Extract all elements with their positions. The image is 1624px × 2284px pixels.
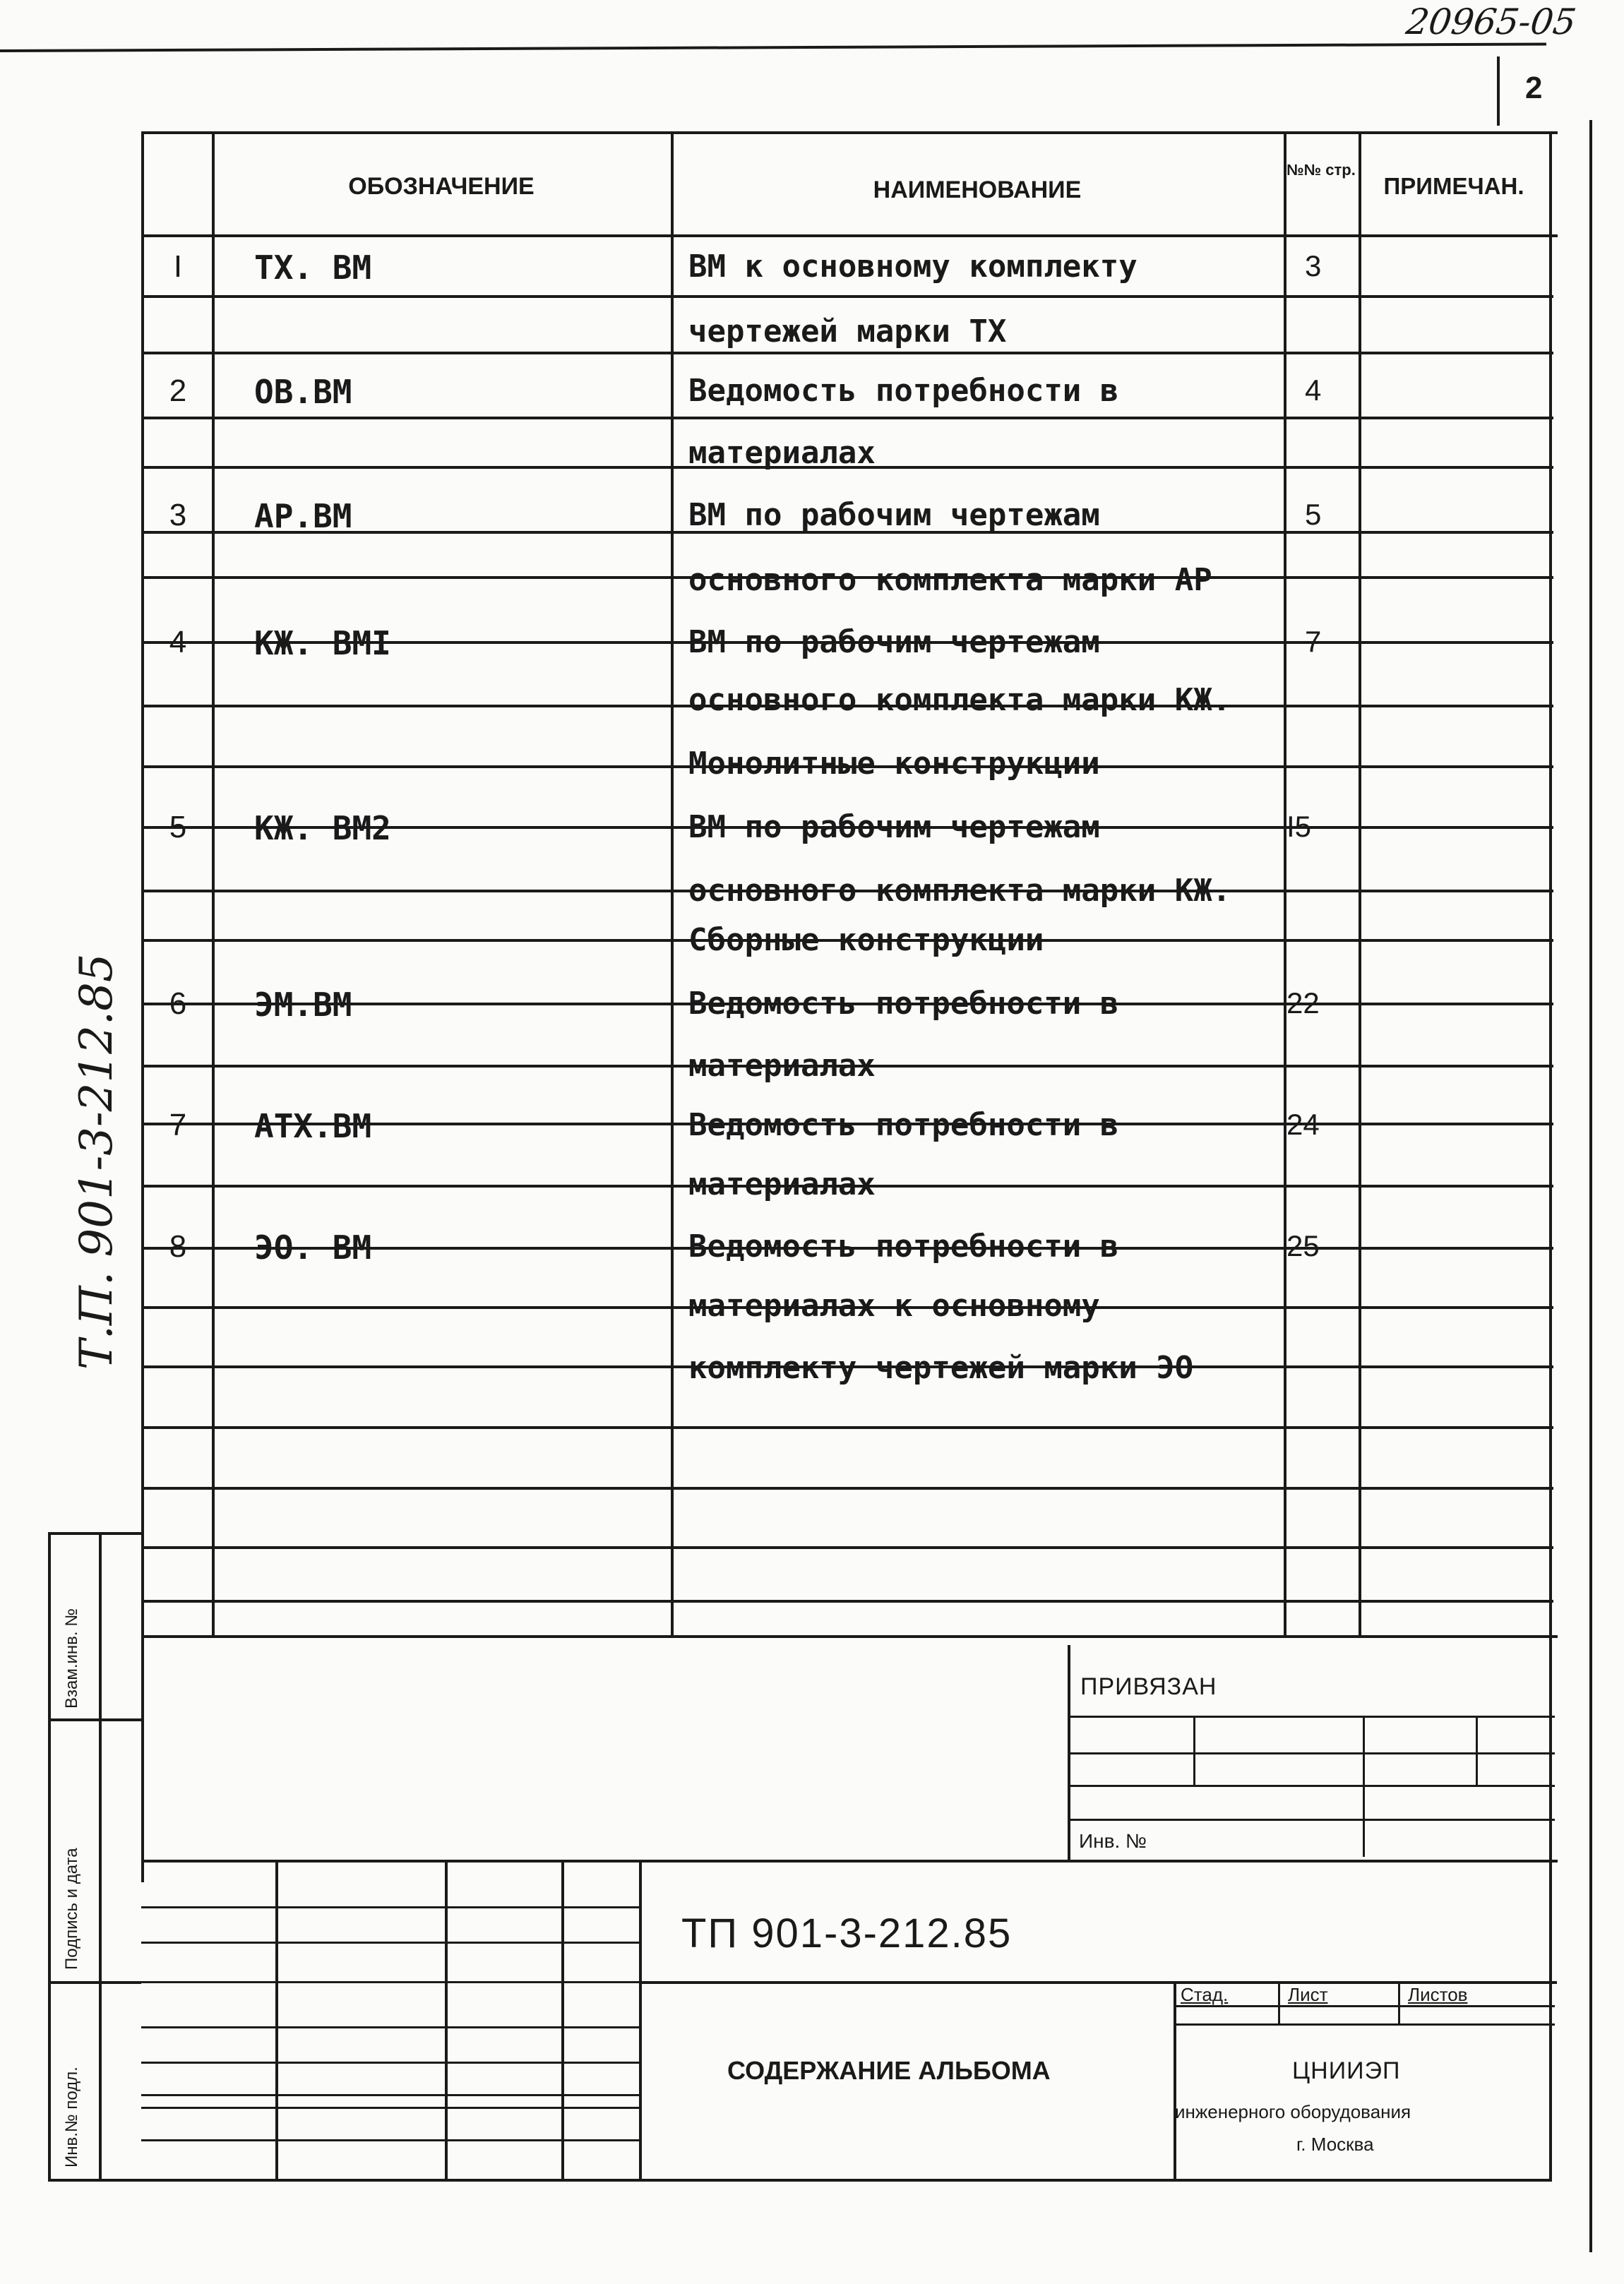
entry-page: 4: [1305, 373, 1322, 407]
privyazan-line-3: [1068, 1785, 1555, 1787]
list-label: Лист: [1288, 1984, 1328, 2005]
entry-name-line: основного комплекта марки КЖ.: [688, 873, 1231, 909]
entry-number: 8: [169, 1229, 187, 1264]
entry-name-line: материалах: [688, 1048, 876, 1084]
entry-number: 6: [169, 986, 187, 1021]
entry-name-line: основного комплекта марки АР: [688, 562, 1212, 598]
sheet-box-left: [1497, 56, 1500, 126]
side-strip-top: [48, 1532, 141, 1535]
entry-designation: КЖ. ВМ2: [254, 809, 391, 847]
entry-name-line: материалах к основному: [688, 1288, 1100, 1324]
privyazan-col-3: [1476, 1716, 1478, 1786]
signature-row-line: [141, 2139, 639, 2141]
entry-name-line: Монолитные конструкции: [688, 746, 1100, 782]
side-label-podpis: Подпись и дата: [62, 1848, 81, 1970]
project-code: ТП 901-3-212.85: [681, 1911, 1013, 1956]
signature-row-line: [141, 1942, 639, 1944]
row-line: [141, 417, 1553, 419]
entry-name-line: Ведомость потребности в: [688, 1228, 1119, 1264]
col-line-2: [671, 131, 674, 1635]
privyazan-line-2: [1068, 1752, 1555, 1754]
entry-page: 22: [1286, 986, 1320, 1020]
listov-label: Листов: [1408, 1984, 1468, 2005]
side-strip-sep-1: [48, 1718, 141, 1721]
row-line: [141, 1487, 1553, 1490]
side-code: Т.П. 901-3-212.85: [71, 953, 123, 1370]
entry-designation: ЭМ.ВМ: [254, 986, 352, 1024]
sheet-number: 2: [1525, 71, 1543, 105]
signature-row-line: [141, 1981, 639, 1983]
entry-designation: АТХ.ВМ: [254, 1107, 372, 1145]
inv-no-label: Инв. №: [1079, 1830, 1147, 1852]
entry-designation: ТХ. ВМ: [254, 249, 372, 287]
side-strip-line-left: [48, 1532, 51, 2182]
entry-number: 4: [169, 625, 187, 659]
org-name: ЦНИИЭП: [1292, 2057, 1401, 2084]
entry-name-line: ВМ по рабочим чертежам: [688, 497, 1100, 533]
entry-page: 24: [1286, 1108, 1320, 1141]
entry-page: I5: [1286, 810, 1312, 843]
album-title: СОДЕРЖАНИЕ АЛЬБОМА: [727, 2056, 1051, 2085]
entry-name-line: Ведомость потребности в: [688, 373, 1119, 409]
signature-row-line: [141, 2062, 639, 2064]
signature-row-line: [141, 2026, 639, 2028]
privyazan-col-1: [1193, 1716, 1195, 1786]
row-line: [141, 1600, 1553, 1603]
entry-name-line: ВМ по рабочим чертежам: [688, 809, 1100, 845]
side-strip-line-right: [99, 1532, 102, 2182]
side-label-vzam: Взам.инв. №: [62, 1608, 81, 1709]
entry-designation: АР.ВМ: [254, 497, 352, 535]
titleblock-top: [141, 1635, 1558, 1638]
row-line: [141, 1426, 1553, 1429]
archive-code: 20965-05: [1403, 1, 1579, 42]
entry-name-line: Сборные конструкции: [688, 922, 1044, 958]
signature-row-line: [141, 1906, 639, 1908]
side-strip-bottom: [48, 2179, 1552, 2182]
entry-name-line: Ведомость потребности в: [688, 986, 1119, 1022]
privyazan-line-1: [1068, 1716, 1555, 1718]
entry-designation: ОВ.ВМ: [254, 373, 352, 411]
entry-number: 5: [169, 810, 187, 844]
entry-number: 2: [169, 373, 187, 408]
entry-page: 5: [1305, 498, 1322, 531]
entry-name-line: материалах: [688, 435, 876, 471]
entry-name-line: чертежей марки ТХ: [688, 313, 1007, 349]
stad-label: Стад.: [1181, 1984, 1229, 2005]
stad-col-2: [1278, 1981, 1280, 2023]
entry-number: 3: [169, 498, 187, 532]
privyazan-col-2: [1363, 1716, 1365, 1857]
header-designation: ОБОЗНАЧЕНИЕ: [348, 173, 535, 200]
stad-row-1: [1174, 2005, 1555, 2007]
entry-name-line: Ведомость потребности в: [688, 1107, 1119, 1143]
entry-name-line: ВМ по рабочим чертежам: [688, 624, 1100, 660]
table-header-bottom-line: [141, 234, 1558, 237]
titleblock-mid: [141, 1860, 1558, 1863]
entry-name-line: основного комплекта марки КЖ.: [688, 682, 1231, 718]
entry-designation: ЭО. ВМ: [254, 1228, 372, 1267]
row-line: [141, 295, 1553, 298]
row-line: [141, 352, 1553, 354]
stad-col-3: [1398, 1981, 1400, 2023]
row-line: [141, 1546, 1553, 1549]
stad-col-left: [1174, 1981, 1176, 2179]
signature-row-line: [141, 2094, 639, 2096]
col-line-4: [1359, 131, 1361, 1635]
col-line-1: [212, 131, 215, 1635]
privyazan-line-4: [1068, 1819, 1555, 1821]
col-line-right: [1549, 131, 1552, 2179]
signature-row-line: [141, 2107, 639, 2109]
side-strip-sep-2: [48, 1981, 141, 1984]
privyazan-label: ПРИВЯЗАН: [1080, 1673, 1217, 1700]
org-city: г. Москва: [1296, 2134, 1374, 2155]
org-sub: инженерного оборудования: [1175, 2101, 1411, 2122]
entry-page: 25: [1286, 1229, 1320, 1262]
entry-number: 7: [169, 1108, 187, 1142]
entry-number: I: [173, 249, 183, 284]
header-name: НАИМЕНОВАНИЕ: [873, 177, 1082, 203]
entry-page: 7: [1305, 625, 1322, 658]
right-frame-line: [1589, 120, 1592, 2252]
sig-col-4: [639, 1860, 642, 2179]
entry-page: 3: [1305, 249, 1322, 282]
header-page: №№ стр.: [1286, 161, 1356, 179]
stad-row-2: [1174, 2023, 1555, 2026]
entry-name-line: материалах: [688, 1166, 876, 1202]
side-label-inv: Инв.№ подл.: [62, 2067, 81, 2168]
table-top-line: [141, 131, 1558, 134]
entry-name-line: комплекту чертежей марки ЭО: [688, 1350, 1194, 1386]
header-note: ПРИМЕЧАН.: [1383, 173, 1524, 199]
entry-name-line: ВМ к основному комплекту: [688, 249, 1138, 285]
col-line-3: [1284, 131, 1286, 1635]
entry-designation: КЖ. ВМI: [254, 624, 391, 662]
top-border-line: [0, 42, 1546, 52]
